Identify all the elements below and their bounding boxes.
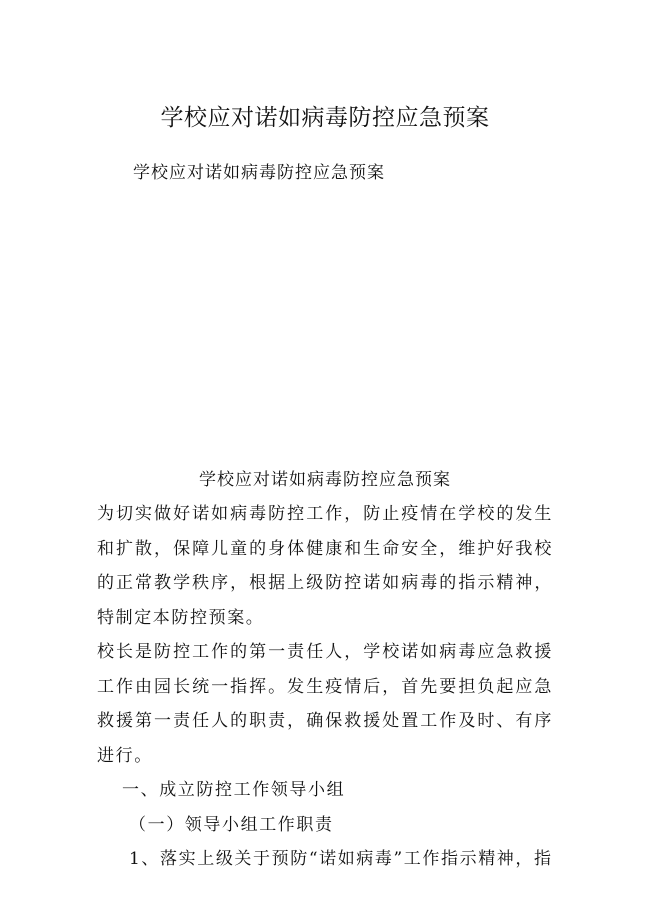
- section-heading-1: 一、成立防控工作领导小组: [122, 780, 346, 800]
- paragraph-intro: 为切实做好诺如病毒防控工作，防止疫情在学校的发生和扩散，保障儿童的身体健康和生命安全，维护好我校的正常教学秩序，根据上级防控诺如病毒的指示精神，特制定本防控预案。: [97, 504, 553, 628]
- document-title: 学校应对诺如病毒防控应急预案: [160, 105, 490, 131]
- document-body: [97, 497, 553, 877]
- section-heading: 学校应对诺如病毒防控应急预案: [199, 470, 451, 490]
- paragraph-responsibility: 校长是防控工作的第一责任人，学校诺如病毒应急救援工作由园长统一指挥。发生疫情后，首先要担负起应急救援第一责任人的职责，确保救援处置工作及时、有序进行。: [97, 642, 553, 766]
- list-item-1: 1、落实上级关于预防“诺如病毒”工作指示精神，指: [129, 849, 553, 869]
- subsection-heading-1: （一）领导小组工作职责: [129, 814, 334, 835]
- document-subtitle: 学校应对诺如病毒防控应急预案: [133, 163, 385, 183]
